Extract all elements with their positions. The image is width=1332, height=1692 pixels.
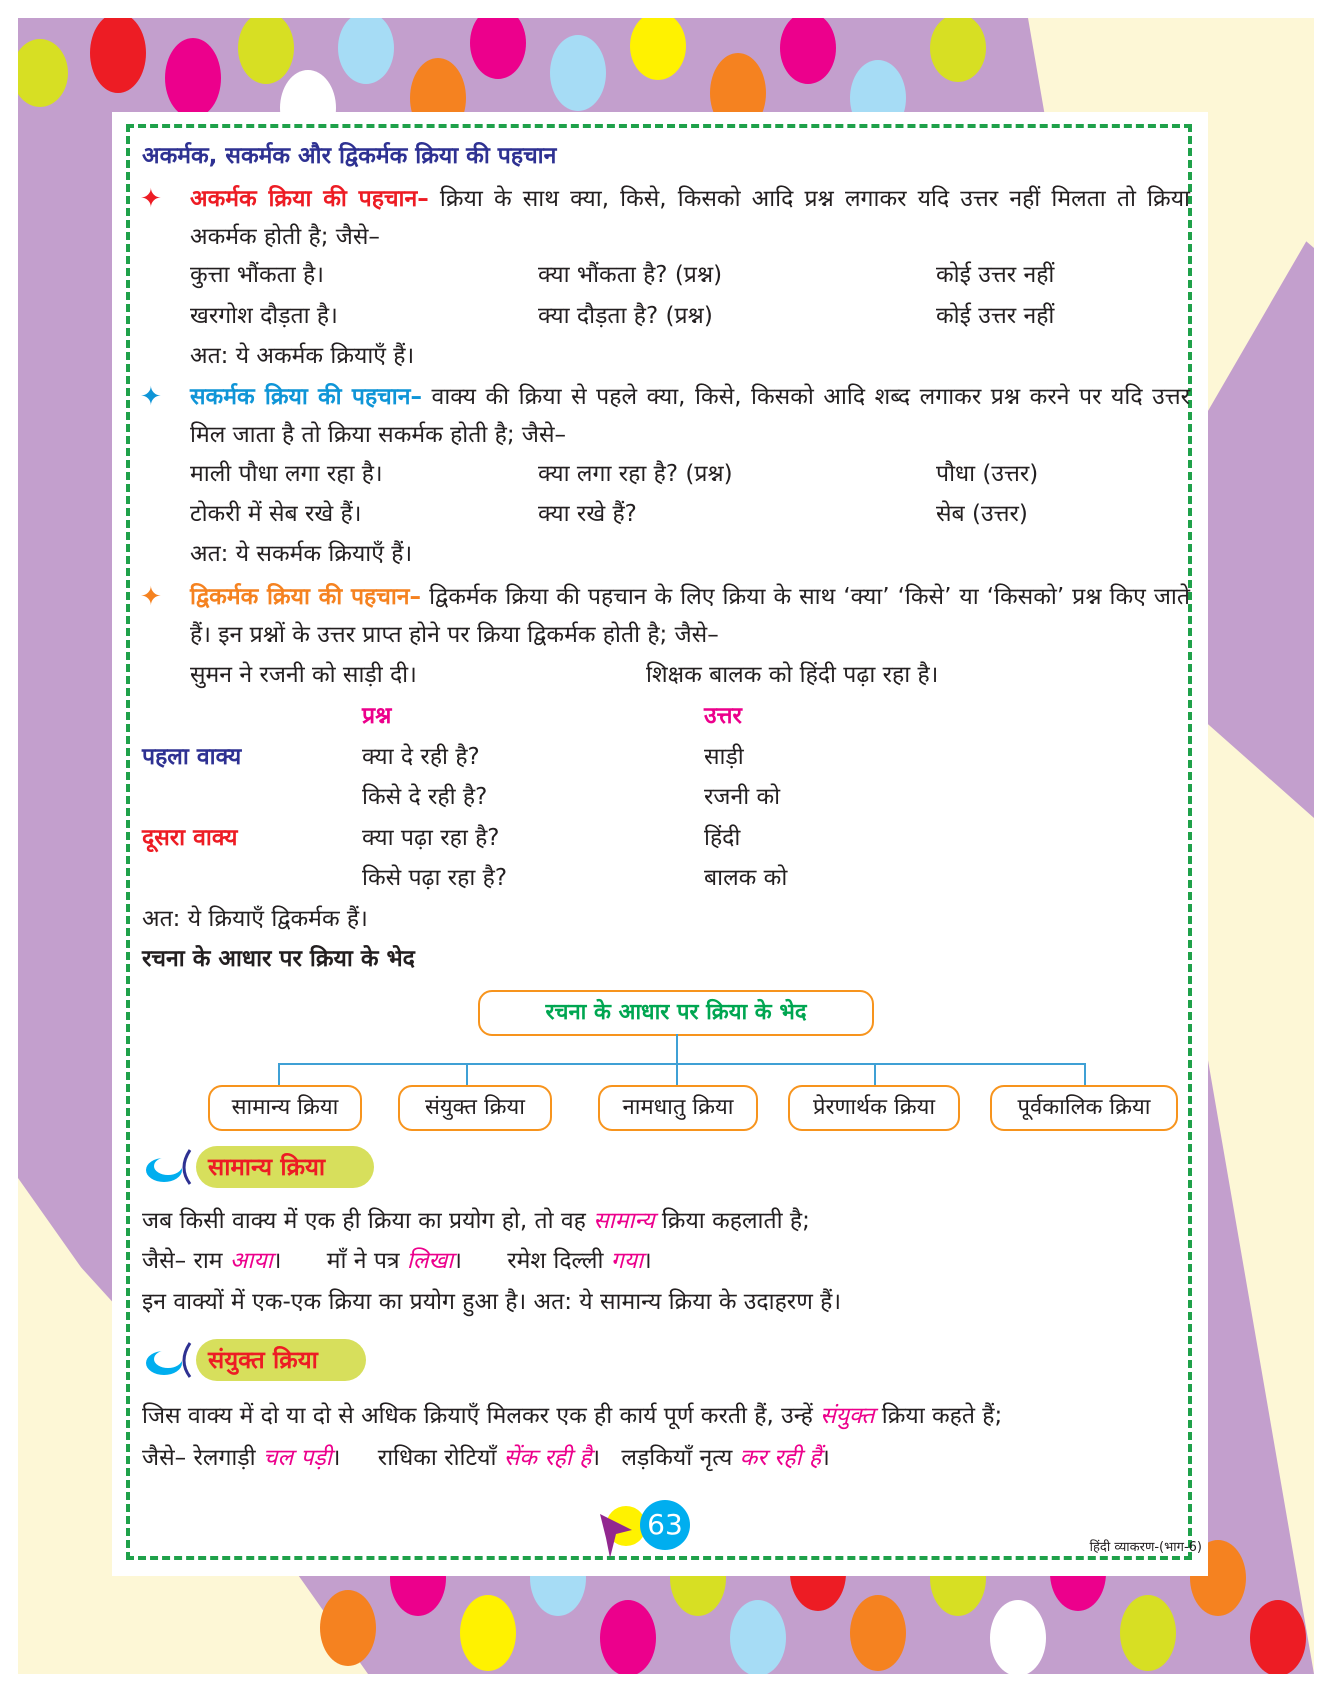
qa-question: किसे दे रही है? <box>362 784 488 810</box>
star-bullet-icon: ✦ <box>140 582 162 612</box>
danda: । <box>821 1445 830 1471</box>
danda: । <box>643 1248 652 1274</box>
sakarmak-conclusion: अत: ये सकर्मक क्रियाएँ हैं। <box>190 541 413 567</box>
swoosh-icon <box>142 1146 202 1188</box>
highlight-word: आया <box>229 1248 273 1274</box>
tree-child-box: प्रेरणार्थक क्रिया <box>788 1085 960 1131</box>
qa-question: क्या दे रही है? <box>362 744 480 770</box>
answer-header: उत्तर <box>704 703 742 729</box>
text-span: राधिका रोटियाँ <box>377 1445 497 1471</box>
tree-child-box: नामधातु क्रिया <box>598 1085 758 1131</box>
tree-child-box: पूर्वकालिक क्रिया <box>990 1085 1178 1131</box>
akarmak-label: अकर्मक क्रिया की पहचान– <box>190 186 429 212</box>
dvikarmak-example-1: सुमन ने रजनी को साड़ी दी। <box>190 662 417 688</box>
example-answer: सेब (उत्तर) <box>936 501 1028 527</box>
example-answer: पौधा (उत्तर) <box>936 461 1039 487</box>
samanya-definition <box>142 1205 810 1237</box>
text-span: जब किसी वाक्य में एक ही क्रिया का प्रयोग हो, तो वह <box>142 1208 586 1234</box>
star-bullet-icon: ✦ <box>140 184 162 214</box>
dvikarmak-label: द्विकर्मक क्रिया की पहचान– <box>190 584 422 610</box>
example-answer: कोई उत्तर नहीं <box>936 262 1055 288</box>
first-sentence-label: पहला वाक्य <box>142 744 242 770</box>
dvikarmak-text: द्विकर्मक क्रिया की पहचान के लिए क्रिया के साथ ‘क्या’ ‘किसे’ या ‘किसको’ प्रश्न किए जाते हैं। इन प्रश्नों के उत्तर प्राप्त होने पर क्रिया द्विकर्मक होती है; जैसे– <box>190 584 1190 648</box>
example-sentence: कुत्ता भौंकता है। <box>190 262 324 288</box>
second-sentence-label: दूसरा वाक्य <box>142 825 238 851</box>
qa-answer: रजनी को <box>704 784 781 810</box>
tree-connector <box>874 1063 876 1085</box>
highlight-word: सेंक रही है <box>503 1445 592 1471</box>
tree-connector <box>676 1063 678 1085</box>
example-question: क्या दौड़ता है? (प्रश्न) <box>538 303 713 329</box>
dvikarmak-example-2: शिक्षक बालक को हिंदी पढ़ा रहा है। <box>646 662 939 688</box>
star-bullet-icon: ✦ <box>140 382 162 412</box>
dvikarmak-conclusion: अत: ये क्रियाएँ द्विकर्मक हैं। <box>142 906 368 932</box>
page-number: 63 <box>640 1500 690 1550</box>
tree-root-box: रचना के आधार पर क्रिया के भेद <box>478 990 874 1036</box>
book-title: हिंदी व्याकरण-(भाग-6) <box>1089 1540 1202 1555</box>
sanyukt-examples <box>142 1442 830 1474</box>
text-span: जिस वाक्य में दो या दो से अधिक क्रियाएँ मिलकर एक ही कार्य पूर्ण करती हैं, उन्हें <box>142 1403 813 1429</box>
text-span: रेलगाड़ी <box>193 1445 256 1471</box>
example-answer: कोई उत्तर नहीं <box>936 303 1055 329</box>
text-span: क्रिया कहलाती है; <box>661 1208 810 1234</box>
text-span: माँ ने पत्र <box>326 1248 400 1274</box>
example-question: क्या लगा रहा है? (प्रश्न) <box>538 461 733 487</box>
qa-answer: साड़ी <box>704 744 744 770</box>
example-prefix: जैसे– <box>142 1445 187 1471</box>
tree-connector <box>676 1034 678 1064</box>
danda: । <box>331 1445 341 1471</box>
highlight-word: लिखा <box>406 1248 454 1274</box>
sakarmak-text: वाक्य की क्रिया से पहले क्या, किसे, किसको आदि शब्द लगाकर प्रश्न करने पर यदि उत्तर मिल जाता है तो क्रिया सकर्मक होती है; जैसे– <box>190 384 1190 448</box>
sanyukt-definition <box>142 1400 1192 1432</box>
tree-connector <box>278 1063 280 1085</box>
section-title: अकर्मक, सकर्मक और द्विकर्मक क्रिया की पहचान <box>142 143 557 169</box>
text-span: रमेश दिल्ली <box>507 1248 604 1274</box>
text-span: राम <box>193 1248 223 1274</box>
example-sentence: खरगोश दौड़ता है। <box>190 303 338 329</box>
text-span: लड़कियाँ नृत्य <box>621 1445 733 1471</box>
ribbon-icon <box>596 1504 646 1560</box>
qa-question: किसे पढ़ा रहा है? <box>362 865 508 891</box>
highlight-word: संयुक्त <box>820 1403 875 1429</box>
example-prefix: जैसे– <box>142 1248 187 1274</box>
highlight-word: सामान्य <box>593 1208 655 1234</box>
tree-child-box: सामान्य क्रिया <box>208 1085 362 1131</box>
tree-child-box: संयुक्त क्रिया <box>398 1085 552 1131</box>
example-sentence: टोकरी में सेब रखे हैं। <box>190 501 362 527</box>
samanya-heading: सामान्य क्रिया <box>196 1146 374 1188</box>
swoosh-icon <box>142 1339 202 1381</box>
dvikarmak-paragraph <box>190 578 1190 654</box>
qa-answer: हिंदी <box>704 825 741 851</box>
highlight-word: चल पड़ी <box>262 1445 332 1471</box>
qa-question: क्या पढ़ा रहा है? <box>362 825 500 851</box>
section-title: रचना के आधार पर क्रिया के भेद <box>142 946 415 972</box>
qa-answer: बालक को <box>704 865 788 891</box>
sakarmak-label: सकर्मक क्रिया की पहचान– <box>190 384 422 410</box>
highlight-word: कर रही हैं <box>739 1445 822 1471</box>
danda: । <box>591 1445 601 1471</box>
tree-connector <box>1084 1063 1086 1085</box>
samanya-conclusion: इन वाक्यों में एक-एक क्रिया का प्रयोग हुआ है। अत: ये सामान्य क्रिया के उदाहरण हैं। <box>142 1289 842 1315</box>
text-span: क्रिया कहते हैं; <box>881 1403 1003 1429</box>
akarmak-text: क्रिया के साथ क्या, किसे, किसको आदि प्रश्न लगाकर यदि उत्तर नहीं मिलता तो क्रिया अकर्मक होती है; जैसे– <box>190 186 1191 250</box>
tree-connector <box>278 1063 1086 1065</box>
example-question: क्या भौंकता है? (प्रश्न) <box>538 262 723 288</box>
highlight-word: गया <box>610 1248 644 1274</box>
sanyukt-heading: संयुक्त क्रिया <box>196 1339 366 1381</box>
example-sentence: माली पौधा लगा रहा है। <box>190 461 383 487</box>
akarmak-paragraph <box>190 180 1190 256</box>
question-header: प्रश्न <box>362 703 392 729</box>
example-question: क्या रखे हैं? <box>538 501 637 527</box>
danda: । <box>272 1248 282 1274</box>
akarmak-conclusion: अत: ये अकर्मक क्रियाएँ हैं। <box>190 343 415 369</box>
tree-connector <box>466 1063 468 1085</box>
samanya-examples <box>142 1245 652 1277</box>
sakarmak-paragraph <box>190 378 1190 454</box>
danda: । <box>453 1248 462 1274</box>
